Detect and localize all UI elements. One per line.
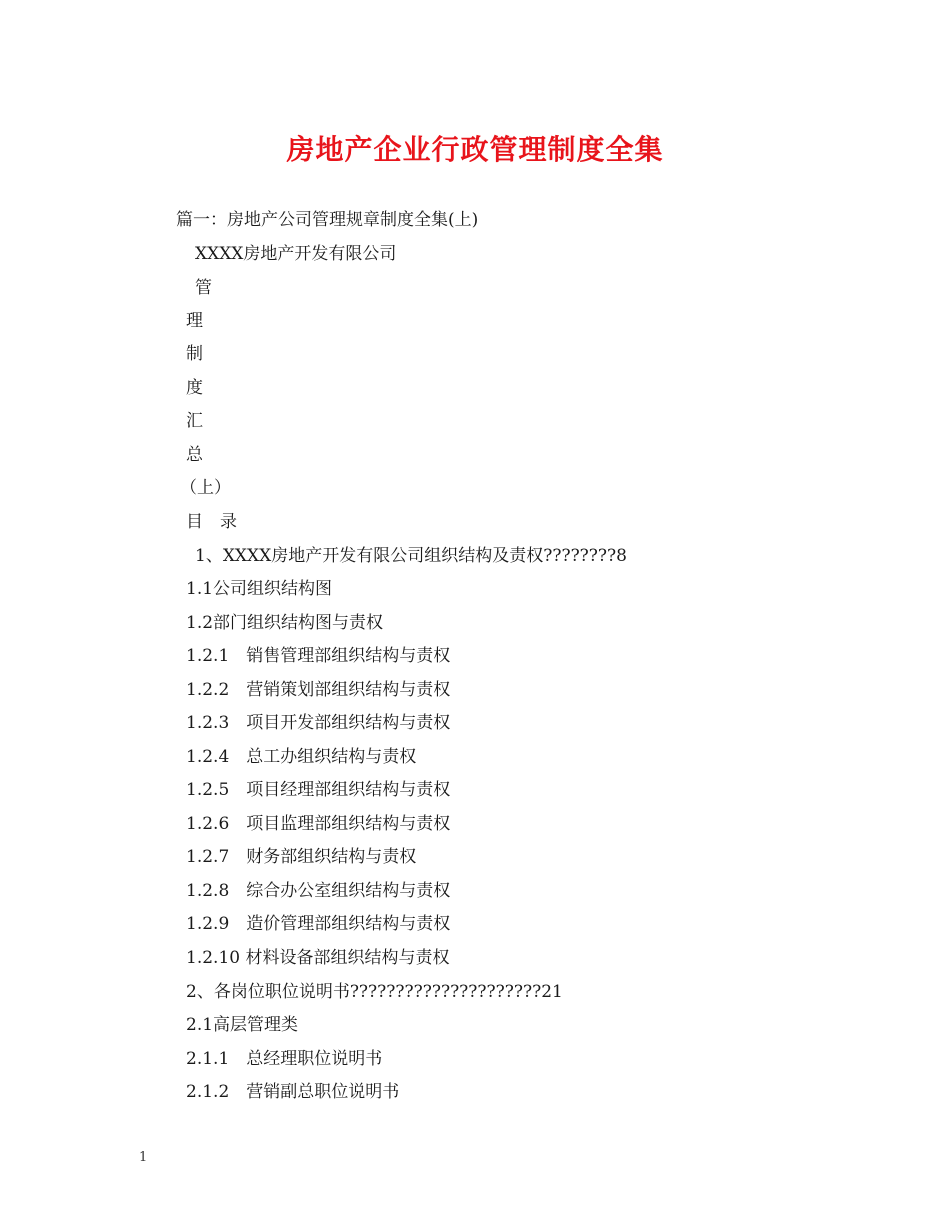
toc-entry: 2、各岗位职位说明书?????????????????????21 [186,982,563,1002]
toc-entry: 1、XXXX房地产开发有限公司组织结构及责权????????8 [195,546,627,566]
vertical-title-char: 管 [195,278,212,298]
vertical-title-char: 制 [186,344,203,364]
toc-entry: 1.2.6 项目监理部组织结构与责权 [186,814,451,834]
document-title: 房地产企业行政管理制度全集 [286,133,664,166]
toc-entry: 1.2.3 项目开发部组织结构与责权 [186,713,451,733]
vertical-title-char: 总 [186,445,203,465]
toc-entry: 1.2.8 综合办公室组织结构与责权 [186,881,451,901]
vertical-title-char: 度 [186,378,203,398]
toc-entry: 1.2.10 材料设备部组织结构与责权 [186,948,450,968]
toc-entry: 2.1.1 总经理职位说明书 [186,1049,383,1069]
toc-entry: 2.1高层管理类 [186,1015,299,1035]
toc-entry: 1.1公司组织结构图 [186,579,333,599]
volume-label: （上） [180,478,231,498]
section-heading: 篇一：房地产公司管理规章制度全集(上) [176,210,479,230]
toc-entry: 1.2部门组织结构图与责权 [186,613,384,633]
toc-entry: 2.1.2 营销副总职位说明书 [186,1082,400,1102]
toc-entry: 1.2.5 项目经理部组织结构与责权 [186,780,451,800]
company-name: XXXX房地产开发有限公司 [195,244,397,264]
toc-entry: 1.2.4 总工办组织结构与责权 [186,747,417,767]
toc-heading: 目 录 [186,512,237,532]
toc-entry: 1.2.9 造价管理部组织结构与责权 [186,914,451,934]
toc-entry: 1.2.1 销售管理部组织结构与责权 [186,646,451,666]
toc-entry: 1.2.2 营销策划部组织结构与责权 [186,680,451,700]
vertical-title-char: 理 [186,311,203,331]
toc-entry: 1.2.7 财务部组织结构与责权 [186,847,417,867]
vertical-title-char: 汇 [186,411,203,431]
page-number: 1 [139,1150,148,1165]
